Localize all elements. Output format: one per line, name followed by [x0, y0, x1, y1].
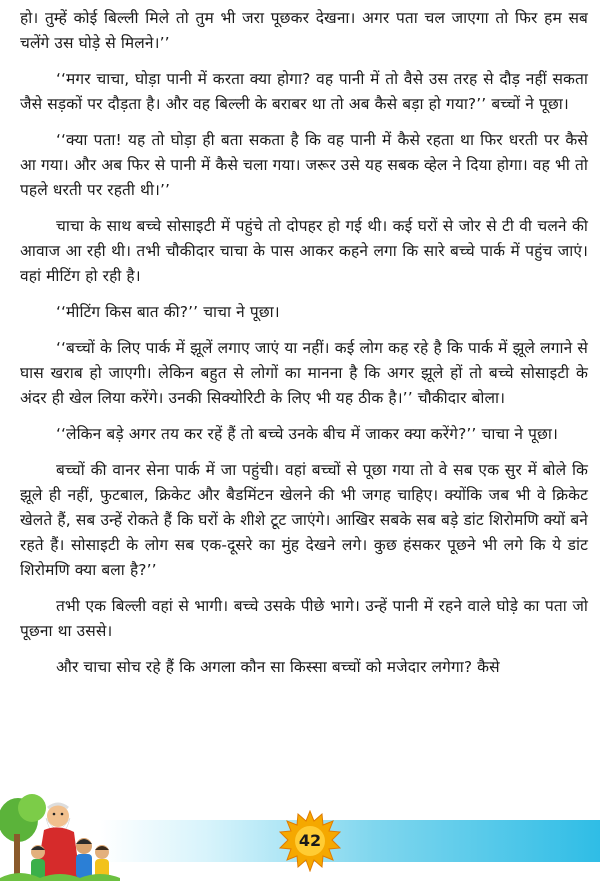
page-footer	[0, 790, 600, 881]
paragraph-6: ‘‘बच्चों के लिए पार्क में झूलें लगाए जाएं या नहीं। कई लोग कह रहे है कि पार्क में झूले लगाने से घास खराब हो जाएगी। लेकिन बहुत से लोगों का मानना है कि अगर झूले हों तो बच्चे सोसाइटी के अंदर ही खेल लिया करेंगे। उनकी सिक्योरिटी के लिए भी यह ठीक है।’’ चौकीदार बोला।	[20, 339, 588, 407]
page-number: 42	[298, 831, 322, 850]
paragraph-7: ‘‘लेकिन बड़े अगर तय कर रहें हैं तो बच्चे उनके बीच में जाकर क्या करेंगे?’’ चाचा ने पूछा।	[56, 425, 559, 443]
paragraph-1: हो। तुम्हें कोई बिल्ली मिले तो तुम भी जरा पूछकर देखना। अगर पता चल जाएगा तो फिर हम सब चलेंगे उस घोड़े से मिलने।’’	[20, 9, 588, 52]
story-text	[20, 6, 588, 691]
paragraph-10: और चाचा सोच रहे हैं कि अगला कौन सा किस्सा बच्चों को मजेदार लगेगा? कैसे	[56, 658, 500, 676]
paragraph-9: तभी एक बिल्ली वहां से भागी। बच्चे उसके पीछे भागे। उन्हें पानी में रहने वाले घोड़े का पता जो पूछना था उससे।	[20, 597, 588, 640]
footer-color-band	[100, 820, 600, 862]
paragraph-4: चाचा के साथ बच्चे सोसाइटी में पहुंचे तो दोपहर हो गई थी। कई घरों से जोर से टी वी चलने की आवाज आ रही थी। तभी चौकीदार चाचा के पास आकर कहने लगा कि सारे बच्चे पार्क में पहुंच जाएं। वहां मीटिंग हो रही है।	[20, 217, 588, 285]
paragraph-8: बच्चों की वानर सेना पार्क में जा पहुंची। वहां बच्चों से पूछा गया तो वे सब एक सुर में बोले कि झूले ही नहीं, फुटबाल, क्रिकेट और बैडमिंटन खेलने की भी जगह चाहिए। क्योंकि जब भी वे क्रिकेट खेलते हैं, सब उन्हें रोकते हैं कि घरों के शीशे टूट जाएंगे। आखिर सबके सब बड़े डांट शिरोमणि क्यों बने रहते हैं। सोसाइटी के लोग सब एक-दूसरे का मुंह देखने लगे। कुछ हंसकर पूछने भी लगे कि ये डांट शिरोमणि क्या बला है?’’	[20, 461, 588, 579]
paragraph-2: ‘‘मगर चाचा, घोड़ा पानी में करता क्या होगा? वह पानी में तो वैसे उस तरह से दौड़ नहीं सकता जैसे सड़कों पर दौड़ता है। और वह बिल्ली के बराबर था तो अब कैसे बड़ा हो गया?’’ बच्चों ने पूछा।	[20, 70, 588, 113]
paragraph-3: ‘‘क्या पता! यह तो घोड़ा ही बता सकता है कि वह पानी में कैसे रहता था फिर धरती पर कैसे आ गया। और अब फिर से पानी में कैसे चला गया। जरूर उसे यह सबक व्हेल ने दिया होगा। वह भी तो पहले धरती पर रहती थी।’’	[20, 131, 588, 199]
children-with-grandfather-illustration	[0, 790, 140, 881]
paragraph-5: ‘‘मीटिंग किस बात की?’’ चाचा ने पूछा।	[56, 303, 280, 321]
